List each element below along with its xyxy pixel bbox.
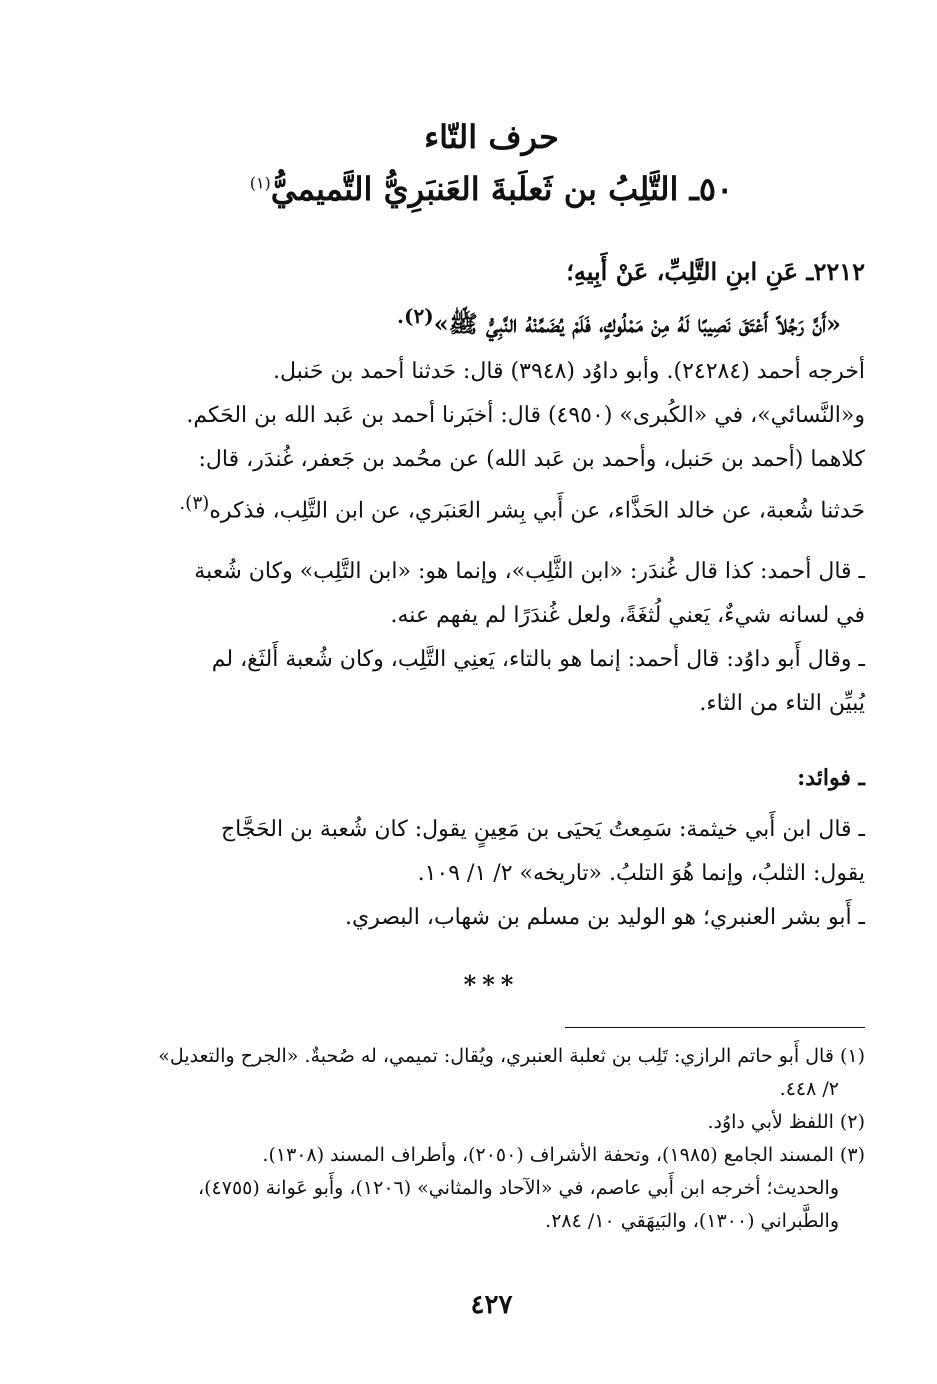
footnote-ref: (٢). (397, 304, 434, 328)
takhrij-line (118, 482, 865, 533)
footnote-ref: (٣). (179, 493, 210, 514)
page-number: ٤٢٧ (470, 1290, 513, 1320)
book-page (118, 0, 865, 1384)
footnote-3-cont: والطَّبراني (١٣٠٠)، والبَيهَقي ١٠/ ٢٨٤. (545, 1210, 839, 1232)
takhrij-line-text: حَدثنا شُعبة، عن خالد الحَذَّاء، عن أَبي بِشر العَنبَري، عن ابن التَّلِب، فذكره (209, 498, 865, 524)
footnote-divider (565, 1027, 865, 1028)
footnote-3-cont: والحديث؛ أخرجه ابن أَبي عاصم، في «الآحاد والمثاني» (١٢٠٦)، وأَبو عَوانة (٤٧٥٥)، (197, 1177, 839, 1199)
hadith-matn (118, 294, 865, 346)
chapter-heading: حرف التّاء (424, 118, 559, 156)
footnote-2: (٢) اللفظ لأبي داوُد. (707, 1111, 865, 1133)
takhrij-paragraph (118, 350, 865, 533)
takhrij-line: أخرجه أحمد (٢٤٢٨٤). وأبو داوُد (٣٩٤٨) قال: حَدثنا أحمد بن حَنبل. (272, 359, 865, 384)
fawaid-line: يقول: الثلبُ، وإنما هُوَ التلبُ. «تاريخه» ٢/ ١/ ١٠٩. (417, 861, 865, 886)
hadith-matn-text: «أَنَّ رَجُلاً أَعْتَقَ نَصِيبًا لَهُ مِنْ مَمْلُوكٍ، فَلَمْ يُضَمِّنْهُ النَّبِيُّ ﷺ» (433, 309, 841, 338)
takhrij-line: و«النَّسائي»، في «الكُبرى» (٤٩٥٠) قال: أخبَرنا أحمد بن عَبد الله بن الحَكم. (186, 403, 865, 428)
commentary-paragraph (118, 550, 865, 726)
hadith-number-line: ٢٢١٢ـ عَنِ ابنِ التَّلِبِّ، عَنْ أَبِيهِ؛ (566, 257, 865, 286)
commentary-line: ـ قال أحمد: كذا قال غُندَر: «ابن الثَّلِب»، وإنما هو: «ابن التَّلِب» وكان شُعبة (194, 559, 865, 584)
footnote-1-cont: ٢/ ٤٤٨. (779, 1078, 839, 1100)
footnote-1: (١) قال أَبو حاتم الرازي: تَلِب بن ثعلبة العنبري، ويُقال: تميمي، له صُحبةٌ. «الجرح والتعديل» (158, 1045, 865, 1067)
fawaid-paragraph (118, 808, 865, 940)
entry-title (118, 170, 865, 208)
fawaid-line: ـ أَبو بشر العنبري؛ هو الوليد بن مسلم بن شهاب، البصري. (344, 905, 865, 930)
hadith-text (118, 250, 865, 346)
footnote-ref: (١) (249, 173, 271, 193)
section-separator: *** (463, 970, 520, 999)
footnotes (118, 1040, 865, 1238)
takhrij-line: كلاهما (أحمد بن حَنبل، وأحمد بن عَبد الله) عن محُمد بن جَعفر، غُندَر، قال: (198, 447, 865, 472)
entry-title-text: ٥٠ـ التَّلِبُ بن ثَعلَبةَ العَنبَرِيُّ التَّميميُّ (270, 170, 734, 208)
fawaid-heading: ـ فوائد: (797, 765, 865, 791)
commentary-line: ـ وقال أَبو داوُد: قال أحمد: إنما هو بالتاء، يَعنِي التَّلِب، وكان شُعبة أَلثَغ، لم (211, 647, 865, 672)
fawaid-line: ـ قال ابن أَبي خيثمة: سَمِعتُ يَحيَى بن مَعِينٍ يقول: كان شُعبة بن الحَجَّاج (220, 817, 865, 842)
commentary-line: في لسانه شيءٌ، يَعني لُثغَةً، ولعل غُندَرًا لم يفهم عنه. (390, 603, 865, 628)
commentary-line: يُبيِّن التاء من الثاء. (699, 691, 865, 716)
footnote-3: (٣) المسند الجامع (١٩٨٥)، وتحفة الأشراف (٢٠٥٠)، وأطراف المسند (١٣٠٨). (262, 1144, 865, 1166)
